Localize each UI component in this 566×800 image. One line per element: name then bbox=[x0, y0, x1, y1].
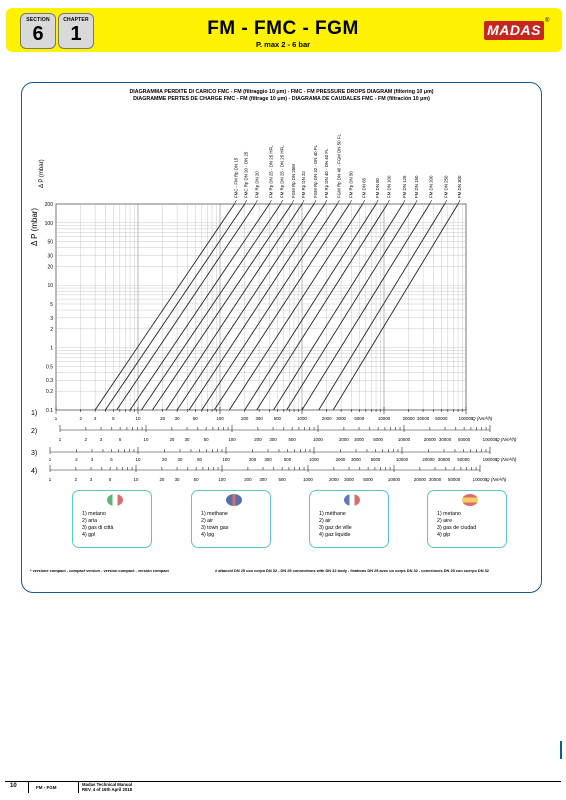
series-label: FM DN 300 bbox=[457, 175, 463, 198]
chapter-label: CHAPTER bbox=[63, 17, 89, 23]
legend-line: 1) methane bbox=[201, 511, 228, 517]
footer-manual bbox=[82, 782, 132, 792]
scale-tick-label: 20 bbox=[160, 416, 166, 421]
scale-tick-label: 100 bbox=[218, 477, 226, 482]
scale-tick-label: 10000 bbox=[387, 477, 401, 482]
scale-tick-label: 1 bbox=[48, 457, 52, 462]
scale-tick-label: 2 bbox=[84, 437, 88, 442]
y-tick-label: 0.2 bbox=[46, 389, 53, 396]
chapter-number: 1 bbox=[70, 23, 82, 45]
footer-manual-title: Madas Technical Manual bbox=[82, 782, 133, 787]
scale-tick-label: 50000 bbox=[448, 477, 461, 482]
y-tick-label: 200 bbox=[44, 202, 53, 208]
footer-divider bbox=[28, 781, 29, 793]
y-tick-label: 0.5 bbox=[46, 364, 53, 371]
scale-tick-label: 5000 bbox=[370, 457, 381, 462]
scale-tick-label: 10 bbox=[135, 457, 141, 462]
y-tick-label: 100 bbox=[44, 220, 53, 227]
scale-tick-label: 1000 bbox=[297, 416, 307, 421]
scale-tick-label: 300 bbox=[264, 457, 272, 462]
scale-tick-label: 5 bbox=[118, 437, 122, 442]
legend-line: 1) metano bbox=[82, 511, 106, 517]
y-tick-label: 2 bbox=[50, 326, 53, 333]
uk-flag-icon bbox=[226, 494, 242, 506]
y-tick-label: 0.3 bbox=[46, 378, 53, 385]
legend-line: 4) gpl bbox=[82, 532, 96, 538]
scale-id: 4) bbox=[31, 468, 38, 475]
series-label: FM DN 100 bbox=[386, 175, 392, 198]
page-title: FM - FMC - FGM bbox=[207, 18, 359, 39]
scale-tick-label: 200 bbox=[254, 437, 262, 442]
scale-id: 1) bbox=[31, 410, 38, 417]
scale-tick-label: 2000 bbox=[328, 477, 339, 482]
scale-tick-label: 3000 bbox=[344, 477, 354, 482]
series-label: FM Rp DN 25 - DN 25 HFL bbox=[279, 145, 285, 198]
scale-tick-label: 100 bbox=[216, 416, 224, 421]
section-label: SECTION bbox=[26, 17, 50, 23]
scale-tick-label: 30 bbox=[174, 416, 180, 421]
registered-mark: ® bbox=[545, 18, 550, 24]
scale-tick-label: 2000 bbox=[338, 437, 349, 442]
france-flag-icon bbox=[344, 494, 360, 506]
footnote-connections: # attacchi DN 25 con corpo DN 32 - DN 25 connections with DN 32 body - fixations DN 25 avec un corps DN 32 - conexiones DN 25 con cuerpo DN 32 bbox=[215, 568, 489, 573]
y-tick-label: 3 bbox=[50, 315, 53, 322]
y-axis-label-top: Δ P (mbar) bbox=[39, 159, 45, 188]
scale-tick-label: 100 bbox=[222, 457, 230, 462]
legend-english bbox=[191, 490, 271, 548]
series-label: FMC - FM Rp DN 15 bbox=[233, 157, 239, 198]
footer-manual-rev: REV. 4 of 16th April 2018 bbox=[82, 787, 133, 792]
scale-tick-label: 200 bbox=[241, 416, 249, 421]
legend-line: 4) gaz liquide bbox=[319, 532, 351, 538]
footnote-compact: * versione compact - compact version - version compact - versión compact bbox=[30, 568, 169, 573]
scale-tick-label: 30000 bbox=[438, 437, 452, 442]
spain-flag-icon bbox=[462, 494, 478, 506]
scale-tick-label: 5 bbox=[112, 416, 115, 421]
series-label: FM Rp DN 25 - DN 25 HFL bbox=[268, 145, 274, 198]
series-label: FGM Rp DN 40 - FGM DN 50 FL bbox=[336, 134, 342, 198]
legend-line: 2) air bbox=[319, 518, 332, 524]
footer-product: FM - FGM bbox=[36, 785, 57, 790]
y-tick-label: 1 bbox=[50, 345, 53, 352]
scale-tick-label: 10 bbox=[135, 416, 141, 421]
scale-tick-label: 2000 bbox=[321, 416, 332, 421]
legend-spanish bbox=[427, 490, 507, 548]
scale-tick-label: 3000 bbox=[336, 416, 347, 421]
scale-tick-label: 5000 bbox=[373, 437, 384, 442]
scale-tick-label: 500 bbox=[283, 457, 292, 462]
scale-id: 3) bbox=[31, 450, 38, 457]
madas-logo: MADAS bbox=[484, 21, 544, 40]
series-label: FMC Rp DN 20 - DN 25 bbox=[243, 151, 249, 198]
scale-tick-label: 50000 bbox=[435, 416, 448, 421]
y-tick-label: 30 bbox=[47, 253, 53, 260]
legend-french bbox=[309, 490, 389, 548]
scale-tick-label: 20000 bbox=[423, 437, 436, 442]
series-label: FM Rp DN 50 bbox=[348, 171, 354, 198]
scale-tick-label: 2 bbox=[74, 477, 78, 482]
scale-id: 2) bbox=[31, 428, 38, 435]
section-number: 6 bbox=[32, 23, 44, 45]
scale-tick-label: 30000 bbox=[417, 416, 430, 421]
italy-flag-icon bbox=[107, 494, 123, 506]
scale-tick-label: 20 bbox=[162, 457, 167, 462]
y-tick-label: 5 bbox=[50, 301, 53, 308]
series-label: FM DN 200 bbox=[428, 175, 434, 198]
scale-tick-label: 30000 bbox=[437, 457, 451, 462]
scale-tick-label: 200 bbox=[248, 457, 257, 462]
y-axis-label: Δ P (mbar) bbox=[30, 207, 39, 246]
y-tick-label: 20 bbox=[47, 264, 53, 271]
scale-tick-label: 1 bbox=[58, 437, 62, 442]
scale-tick-label: 1000 bbox=[309, 457, 319, 462]
scale-tick-label: 100000 bbox=[472, 477, 488, 482]
scale-tick-label: 10 bbox=[143, 437, 149, 442]
chart-title-line-1: DIAGRAMMA PERDITE DI CARICO FMC - FM (filtraggio 10 μm) - FMC - FM PRESSURE DROPS DIAGRAM (filtering 10 μm) bbox=[129, 89, 434, 95]
legend-line: 3) gaz de ville bbox=[319, 525, 352, 531]
scale-tick-label: 5000 bbox=[363, 477, 374, 482]
series-label: FM DN 65 bbox=[361, 177, 367, 198]
scale-tick-label: 500 bbox=[288, 437, 296, 442]
y-tick-label: 0.1 bbox=[46, 408, 53, 414]
series-label: FM Rp DN 20 bbox=[254, 171, 260, 198]
series-label: FM Rp DN 32 bbox=[301, 171, 306, 198]
legend-line: 4) glp bbox=[437, 532, 451, 538]
page-subtitle: P. max 2 - 6 bar bbox=[255, 40, 311, 49]
scale-tick-label: 20000 bbox=[402, 416, 415, 421]
scale-tick-label: 50 bbox=[192, 416, 198, 421]
legend-line: 2) aire bbox=[437, 518, 453, 524]
scale-tick-label: 20000 bbox=[413, 477, 426, 482]
scale-tick-label: 30 bbox=[174, 477, 180, 482]
scale-tick-label: 30 bbox=[177, 457, 183, 462]
scale-tick-label: 20 bbox=[159, 477, 165, 482]
scale-tick-label: 1 bbox=[48, 477, 52, 482]
scale-tick-label: 3000 bbox=[354, 437, 364, 442]
scale-tick-label: 2 bbox=[75, 457, 78, 462]
scale-tick-label: 10 bbox=[133, 477, 139, 482]
scale-tick-label: 1 bbox=[54, 416, 58, 421]
scale-tick-label: 1000 bbox=[303, 477, 313, 482]
scale-tick-label: 20 bbox=[169, 437, 175, 442]
scale-tick-label: 50000 bbox=[458, 437, 471, 442]
scale-tick-label: 500 bbox=[278, 477, 286, 482]
legend-line: 3) town gas bbox=[201, 525, 229, 531]
scale-tick-label: 10000 bbox=[397, 437, 411, 442]
scale-unit-label: Q (Nm³/h) bbox=[496, 437, 517, 442]
scale-tick-label: 300 bbox=[255, 416, 263, 421]
scale-tick-label: 50 bbox=[203, 437, 209, 442]
page-edge-marker bbox=[560, 741, 566, 759]
series-label: FM DN 125 bbox=[401, 175, 407, 198]
scale-tick-label: 10000 bbox=[395, 457, 409, 462]
legend-line: 1) metano bbox=[437, 511, 461, 517]
series-label: FM DN 150 bbox=[414, 175, 420, 198]
y-tick-label: 10 bbox=[47, 283, 53, 290]
scale-tick-label: 30 bbox=[184, 437, 190, 442]
scale-tick-label: 2000 bbox=[335, 457, 346, 462]
scale-tick-label: 30000 bbox=[428, 477, 442, 482]
page-number: 10 bbox=[10, 783, 17, 789]
scale-tick-label: 3 bbox=[90, 457, 94, 462]
scale-tick-label: 20000 bbox=[422, 457, 435, 462]
series-label: FM Rp DN 40 - DN 40 FL bbox=[323, 148, 329, 198]
series-label: FGM Rp DN 25M bbox=[290, 164, 296, 198]
scale-tick-label: 100000 bbox=[482, 457, 498, 462]
legend-line: 3) gas de ciudad bbox=[437, 525, 477, 531]
series-label: FM DN 250 bbox=[443, 175, 449, 198]
scale-tick-label: 200 bbox=[244, 477, 252, 482]
scale-tick-label: 100 bbox=[228, 437, 236, 442]
scale-tick-label: 100000 bbox=[458, 416, 474, 421]
series-label: FGM Rp DN 32 - DN 40 FL bbox=[312, 145, 318, 198]
legend-line: 2) aria bbox=[82, 518, 98, 524]
scale-tick-label: 50 bbox=[193, 477, 199, 482]
scale-tick-label: 500 bbox=[273, 416, 281, 421]
scale-unit-label: Q (Nm³/h) bbox=[486, 477, 507, 482]
scale-tick-label: 5 bbox=[108, 477, 112, 482]
scale-tick-label: 2 bbox=[79, 416, 82, 421]
scale-tick-label: 300 bbox=[259, 477, 267, 482]
scale-tick-label: 50000 bbox=[457, 457, 470, 462]
chart-title-line-2: DIAGRAMME PERTES DE CHARGE FMC - FM (filtrage 10 μm) - DIAGRAMA DE CAUDALES FMC - FM (filtración 10 μm) bbox=[133, 96, 430, 102]
scale-tick-label: 3 bbox=[99, 437, 103, 442]
footer-divider bbox=[78, 781, 79, 793]
scale-tick-label: 3 bbox=[93, 416, 97, 421]
scale-tick-label: 3000 bbox=[351, 457, 361, 462]
legend-line: 1) méthane bbox=[319, 511, 346, 517]
scale-tick-label: 300 bbox=[269, 437, 277, 442]
y-tick-label: 50 bbox=[47, 239, 53, 246]
scale-tick-label: 5 bbox=[110, 457, 113, 462]
legend-line: 3) gas di città bbox=[82, 525, 114, 531]
scale-unit-label: Q (Nm³/h) bbox=[496, 457, 517, 462]
series-label: FM DN 80 bbox=[375, 177, 381, 198]
scale-tick-label: 3 bbox=[89, 477, 93, 482]
legend-line: 4) lpg bbox=[201, 532, 215, 538]
scale-tick-label: 100000 bbox=[482, 437, 498, 442]
legend-line: 2) air bbox=[201, 518, 214, 524]
scale-tick-label: 10000 bbox=[377, 416, 391, 421]
scale-unit-label: Q (Nm³/h) bbox=[472, 416, 493, 421]
legend-italian bbox=[72, 490, 152, 548]
scale-tick-label: 5000 bbox=[354, 416, 365, 421]
scale-tick-label: 1000 bbox=[313, 437, 323, 442]
scale-tick-label: 50 bbox=[197, 457, 202, 462]
